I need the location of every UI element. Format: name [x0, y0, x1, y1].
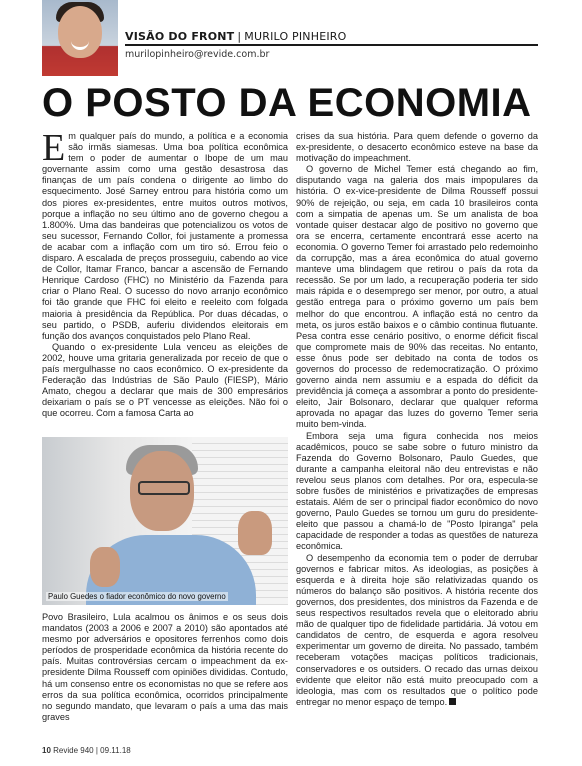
publication-name: Revide 940 — [53, 746, 94, 755]
paragraph-4: crises da sua história. Para quem defende o governo da ex-presidente, o desacerto econômico esteve na base da motivação do impeachment. — [296, 131, 538, 164]
column-right — [296, 131, 538, 751]
paragraph-3: Povo Brasileiro, Lula acalmou os ânimos e os seus dois mandatos (2003 a 2006 e 2007 a 2010) são apontados até mesmo por adversários e opositores ferrenhos como dois períodos de prosperidade econômica da história recente do país. Muitas controvérsias cercam o impeachment da ex-presidente Dilma Rousseff com opiniões divididas. Contudo, há um consenso entre os economistas no que se refere aos erros da sua política econômica, ocorridos principalmente no segundo mandato, que levaram o país a uma das mais graves — [42, 612, 288, 722]
paragraph-7-text: O desempenho da economia tem o poder de derrubar governos e fabricar mitos. As ideologias, as posições à esquerda e à direita hoje são relativizadas quando os números do balanço são positivos. A história recente dos governos, dos presidentes, dos ministros da Fazenda e de seus respectivos resultados revela que o eleitorado abriu mão de qualquer tipo de fidelidade partidária. Já votou em candidatos de centro, de esquerda e agora resolveu experimentar um governo de direita. No passado, também receberam votações maciças políticos tradicionais, conservadores e os outsiders. O recado das urnas deixou evidente que eleitor não está muito preocupado com a ideologia, mas com os resultados que o político pode entregar no menor espaço de tempo. — [296, 552, 538, 707]
column-header — [0, 0, 582, 80]
header-rule — [125, 44, 538, 46]
footer-separator: | — [95, 746, 98, 755]
paragraph-5: O governo de Michel Temer está chegando ao fim, disputando vaga na galeria dos mais impopulares da história. O ex-vice-presidente de Dilma Rousseff possui 90% de rejeição, ou seja, em cada 10 brasileiros conta com a simpatia de apenas um. Se um analista de boa vontade quiser destacar algo de positivo no governo que ora se encerra, certamente encontrará esse acerto na economia. O governo Temer foi arrastado pelo redemoinho da corrupção, mas a área econômica do atual governo manteve uma blindagem que retirou o país da rota da recessão. Se por um lado, a recuperação poderia ter sido mais rápida e o desemprego ser menor, por outro, a atual gestão entrega para o próximo governo um país bem melhor do que encontrou. A inflação está no centro da meta, os juros estão baixos e o câmbio continua flutuante. Pesa contra esse cenário positivo, o enorme déficit fiscal que compromete mais de 90% das receitas. No entanto, esse ônus pode ser debitado na conta de todos os governos do processo de redemocratização. O próximo governo ainda nem assumiu e a espada do déficit da previdência já começa a assombrar a ponto do presidente-eleito, Jair Bolsonaro, declarar que qualquer reforma aprovada no apagar das luzes do governo Temer seria muito bem-vinda. — [296, 164, 538, 430]
section-line — [125, 30, 347, 43]
drop-cap: E — [42, 131, 66, 169]
section-name: VISÃO DO FRONT — [125, 30, 235, 43]
photo-caption: Paulo Guedes o fiador econômico do novo governo — [48, 592, 226, 601]
page-footer — [42, 746, 131, 755]
paragraph-1 — [42, 131, 288, 342]
column-left-bottom — [42, 612, 288, 746]
photo-hand-right — [238, 511, 272, 555]
paragraph-7 — [296, 553, 538, 708]
section-separator: | — [237, 30, 242, 43]
author-name: MURILO PINHEIRO — [244, 30, 347, 43]
end-mark — [449, 698, 456, 705]
author-face — [58, 6, 102, 58]
article-photo — [42, 437, 288, 605]
column-left-top — [42, 131, 288, 429]
issue-date: 09.11.18 — [100, 746, 131, 755]
author-photo — [42, 0, 118, 76]
photo-hand-left — [90, 547, 120, 587]
article-headline: O POSTO DA ECONOMIA — [42, 81, 532, 125]
paragraph-6: Embora seja uma figura conhecida nos meios acadêmicos, pouco se sabe sobre o futuro ministro da Fazenda do Governo Bolsonaro, Paulo Guedes, que durante a campanha eleitoral não deu entrevistas e não revelou seus planos com detalhes. Por ora, especula-se sobre fusões de ministérios e privatizações de empresas estatais. Além de ser o principal fiador econômico do novo governo, Paulo Guedes se tornou um guru do presidente-eleito que passou a chamá-lo de "Posto Ipiranga" pela capacidade de responder a todas as questões de natureza econômica. — [296, 430, 538, 552]
author-email[interactable]: murilopinheiro@revide.com.br — [125, 49, 270, 60]
paragraph-2: Quando o ex-presidente Lula venceu as eleições de 2002, houve uma gritaria generalizada por receio de que o país mergulhasse no caos econômico. O ex-presidente da Federação das Indústrias de São Paulo (FIESP), Mário Amato, chegou a declarar que mais de 300 empresários deixariam o país se o PT vencesse as eleições. Não foi o que ocorreu. Com a famosa Carta ao — [42, 341, 288, 419]
photo-glasses — [138, 481, 190, 495]
paragraph-1-text: m qualquer país do mundo, a política e a economia são irmãs siamesas. Uma boa política econômica tem o poder de aumentar o Ibope de um mau governante assim como uma gestão desastrosa das finanças de um país condena o dirigente ao limbo do esquecimento. José Sarney entrou para história como um dos piores ex-presidentes, entre muitos outros motivos, porque a inflação no seu último ano de governo chegou a 1.800%. Uma das bandeiras que potencializou os votos de seu sucessor, Fernando Collor, foi justamente a promessa de acabar com a inflação com um tiro só. Errou feio o disparo. A escalada de preços prosseguiu, cabendo ao vice de Collor, Itamar Franco, bancar a ascensão de Fernando Henrique Cardoso (FHC) no Ministério da Fazenda para criar o Plano Real. O sucesso do novo arranjo econômico foi tão grande que FHC foi eleito e reeleito com folgada maioria à presidência da República. Por duas décadas, o seu partido, o PSDB, auferiu dividendos eleitorais em função dos avanços conquistados pelo Plano Real. — [42, 131, 288, 341]
page-number: 10 — [42, 746, 51, 755]
